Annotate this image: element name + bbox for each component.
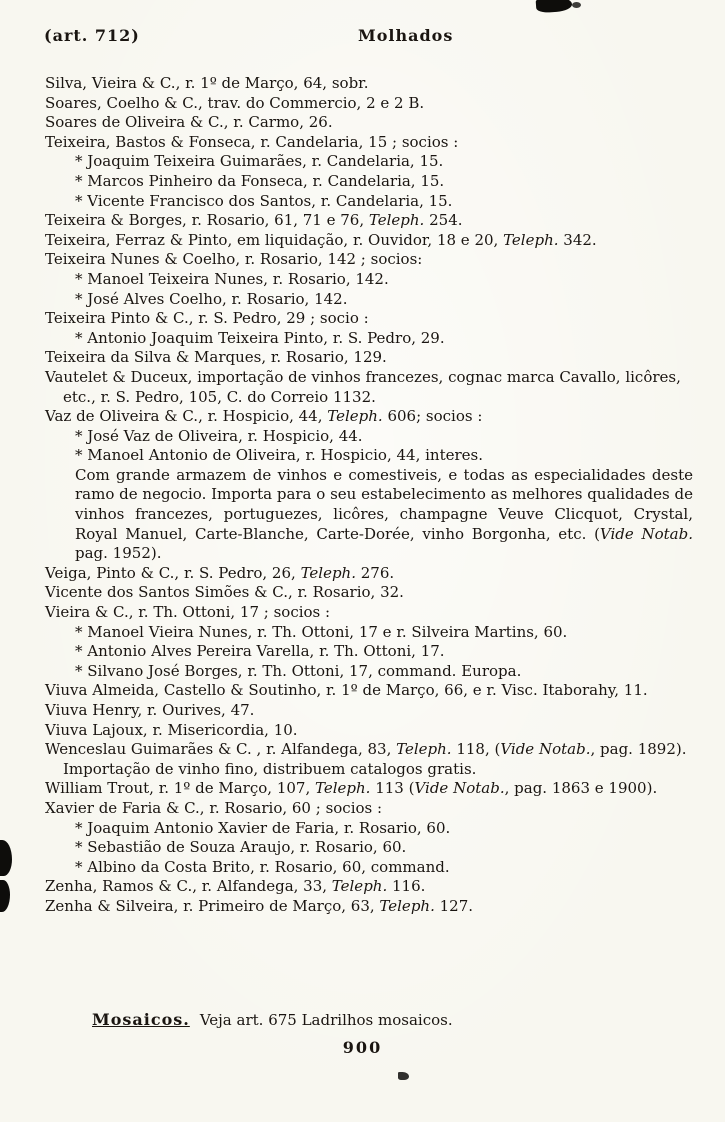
directory-entry: Zenha, Ramos & C., r. Alfandega, 33, Teleph. 116. (45, 877, 426, 896)
socio-entry: * Antonio Joaquim Teixeira Pinto, r. S. Pedro, 29. (75, 328, 445, 347)
entry-description: Com grande armazem de vinhos e comestiveis, e todas as especialidades deste ramo de negocio. Importa para o seu estabelecimento as melhores qualidades de vinhos francezes, portuguezes, licôres, champagne Veuve Clicquot, Crystal, Royal Manuel, Carte-Blanche, Carte-Dorée, vinho Borgonha, etc. (Vide Notab. pag. 1952). (75, 465, 693, 563)
category-title: Molhados (358, 26, 454, 45)
socio-entry: * Manoel Vieira Nunes, r. Th. Ottoni, 17 e r. Silveira Martins, 60. (75, 622, 568, 641)
socio-entry: * Manoel Antonio de Oliveira, r. Hospicio, 44, interes. (75, 446, 483, 465)
directory-entry: Soares de Oliveira & C., r. Carmo, 26. (45, 113, 333, 132)
socio-entry: * José Alves Coelho, r. Rosario, 142. (75, 289, 348, 308)
directory-entry: Viuva Almeida, Castello & Soutinho, r. 1º de Março, 66, e r. Visc. Itaborahy, 11. (45, 681, 648, 700)
socio-entry: * Marcos Pinheiro da Fonseca, r. Candelaria, 15. (75, 171, 445, 190)
directory-entry: Veiga, Pinto & C., r. S. Pedro, 26, Teleph. 276. (45, 563, 395, 582)
socio-entry: * Silvano José Borges, r. Th. Ottoni, 17, command. Europa. (75, 661, 522, 680)
directory-entry: Vaz de Oliveira & C., r. Hospicio, 44, Teleph. 606; socios : (45, 407, 483, 426)
directory-entry: Silva, Vieira & C., r. 1º de Março, 64, sobr. (45, 74, 369, 92)
directory-entry: Teixeira & Borges, r. Rosario, 61, 71 e 76, Teleph. 254. (45, 211, 463, 230)
directory-entry: Teixeira Nunes & Coelho, r. Rosario, 142 ; socios: (45, 250, 423, 269)
next-category-text: Veja art. 675 Ladrilhos mosaicos. (199, 1011, 453, 1029)
directory-entry: Viuva Lajoux, r. Misericordia, 10. (45, 720, 298, 739)
directory-entry: Xavier de Faria & C., r. Rosario, 60 ; socios : (45, 798, 383, 817)
socio-entry: * Joaquim Antonio Xavier de Faria, r. Rosario, 60. (75, 818, 451, 837)
ink-smudge (0, 840, 12, 876)
directory-list (45, 74, 693, 917)
socio-entry: * Antonio Alves Pereira Varella, r. Th. Ottoni, 17. (75, 642, 445, 661)
directory-entry: Viuva Henry, r. Ourives, 47. (45, 701, 255, 719)
socio-entry: * Vicente Francisco dos Santos, r. Candelaria, 15. (75, 191, 453, 210)
directory-entry: Vautelet & Duceux, importação de vinhos francezes, cognac marca Cavallo, licôres, etc., r. S. Pedro, 105, C. do Correio 1132. (45, 367, 681, 406)
socio-entry: * Manoel Teixeira Nunes, r. Rosario, 142. (75, 269, 389, 288)
socio-entry: * Albino da Costa Brito, r. Rosario, 60, command. (75, 857, 450, 876)
directory-entry: Vicente dos Santos Simões & C., r. Rosario, 32. (45, 583, 404, 602)
socio-entry: * José Vaz de Oliveira, r. Hospicio, 44. (75, 426, 363, 445)
directory-entry: Vieira & C., r. Th. Ottoni, 17 ; socios : (45, 603, 331, 622)
directory-entry: William Trout, r. 1º de Março, 107, Teleph. 113 (Vide Notab., pag. 1863 e 1900). (45, 779, 658, 798)
directory-entry: Teixeira Pinto & C., r. S. Pedro, 29 ; socio : (45, 309, 369, 328)
ink-speck (572, 2, 581, 8)
next-category-label: Mosaicos. (92, 1010, 190, 1029)
ink-smudge (536, 0, 573, 13)
article-number: (art. 712) (44, 26, 140, 45)
directory-entry: Teixeira, Ferraz & Pinto, em liquidação, r. Ouvidor, 18 e 20, Teleph. 342. (45, 230, 597, 249)
directory-entry: Soares, Coelho & C., trav. do Commercio, 2 e 2 B. (45, 93, 425, 112)
next-category-note (92, 1010, 685, 1030)
ink-speck (398, 1072, 409, 1080)
directory-entry: Wenceslau Guimarães & C. , r. Alfandega, 83, Teleph. 118, (Vide Notab., pag. 1892). Importação de vinho fino, distribuem catalogos gratis. (45, 740, 687, 778)
socio-entry: * Joaquim Teixeira Guimarães, r. Candelaria, 15. (75, 152, 444, 171)
socio-entry: * Sebastião de Souza Araujo, r. Rosario, 60. (75, 838, 407, 857)
directory-entry: Zenha & Silveira, r. Primeiro de Março, 63, Teleph. 127. (45, 896, 474, 915)
directory-entry: Teixeira, Bastos & Fonseca, r. Candelaria, 15 ; socios : (45, 132, 459, 151)
page-number: 900 (342, 1038, 383, 1057)
ink-smudge (0, 880, 10, 912)
directory-entry: Teixeira da Silva & Marques, r. Rosario, 129. (45, 348, 387, 367)
page-header (0, 26, 725, 50)
